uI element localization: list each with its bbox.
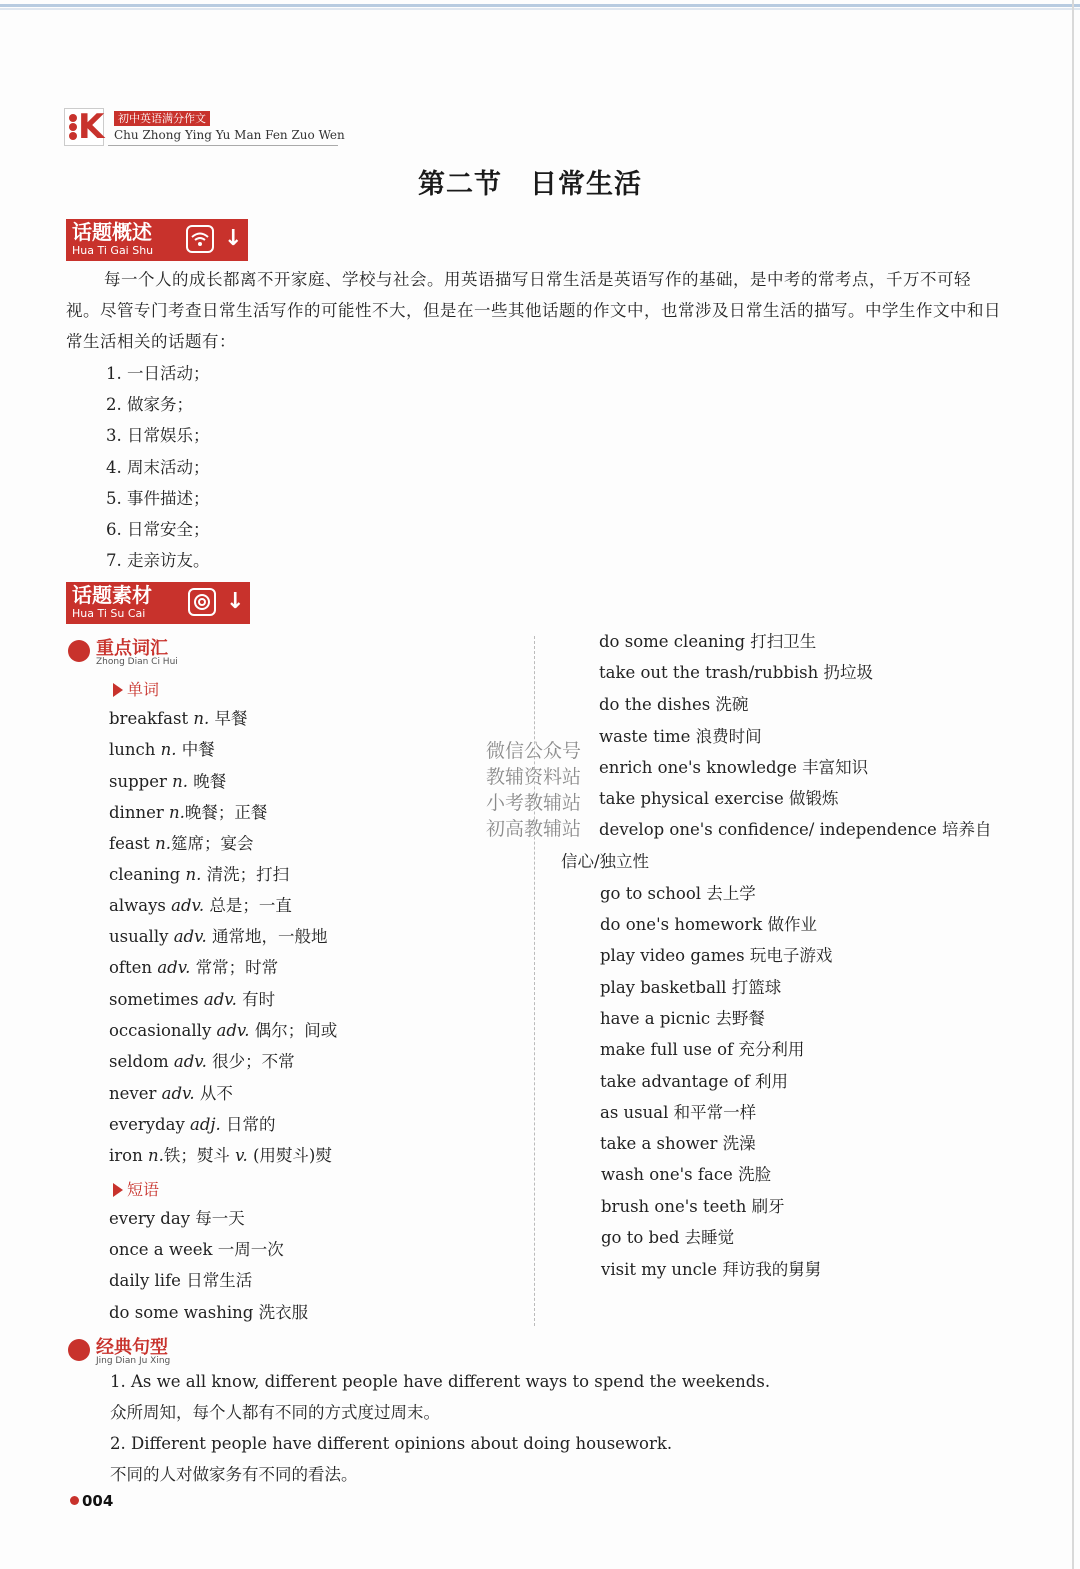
- phrase-entry: do some cleaning 打扫卫生: [599, 632, 817, 651]
- scan-top-edge-shadow: [0, 8, 1080, 10]
- section-number: 第二节: [418, 169, 502, 200]
- series-title-cn: 初中英语满分作文: [114, 111, 210, 126]
- header-rule: [108, 145, 338, 146]
- arrow-down-icon: ↓: [224, 226, 243, 251]
- triangle-icon: [113, 683, 123, 697]
- wifi-icon: [186, 225, 214, 253]
- sentence-en: 1. As we all know, different people have different ways to spend the weekends.: [110, 1372, 771, 1391]
- phrase-entry: as usual 和平常一样: [600, 1103, 757, 1122]
- word-entry: dinner n.晚餐；正餐: [109, 803, 268, 822]
- word-entry: never adv. 从不: [109, 1084, 233, 1103]
- word-entry: feast n.筵席；宴会: [109, 834, 254, 853]
- page-title: [0, 162, 1060, 201]
- gear-icon: [188, 588, 216, 616]
- word-entry: cleaning n. 清洗；打扫: [109, 865, 290, 884]
- materials-banner: [66, 582, 250, 624]
- phrase-entry: brush one's teeth 刷牙: [601, 1197, 785, 1216]
- topic-item: 1. 一日活动；: [106, 364, 210, 383]
- phrase-entry: wash one's face 洗脸: [601, 1165, 772, 1184]
- page-number: 004: [70, 1492, 113, 1510]
- phrase-entry: take advantage of 利用: [600, 1072, 788, 1091]
- phrase-entry: do the dishes 洗碗: [599, 695, 749, 714]
- word-entry: occasionally adv. 偶尔；间或: [109, 1021, 338, 1040]
- word-entry: supper n. 晚餐: [109, 772, 227, 791]
- sentence-en: 2. Different people have different opinions about doing housework.: [110, 1434, 673, 1453]
- word-entry: sometimes adv. 有时: [109, 990, 276, 1009]
- phrase-entry: make full use of 充分利用: [600, 1040, 805, 1059]
- overview-banner: [66, 219, 248, 261]
- phrase-entry: take physical exercise 做锻炼: [599, 789, 839, 808]
- word-entry: often adv. 常常；时常: [109, 958, 279, 977]
- word-entry: always adv. 总是；一直: [109, 896, 292, 915]
- overview-paragraph: 每一个人的成长都离不开家庭、学校与社会。用英语描写日常生活是英语写作的基础，是中考的常考点，千万不可轻视。尽管专门考查日常生活写作的可能性不大，但是在一些其他话题的作文中，也常涉及日常生活的描写。中学生作文中和日常生活相关的话题有：: [66, 270, 1001, 351]
- phrase-entry: take out the trash/rubbish 扔垃圾: [599, 663, 873, 682]
- topic-item: 3. 日常娱乐；: [106, 426, 210, 445]
- phrase-entry: once a week 一周一次: [109, 1240, 284, 1259]
- overview-banner-pinyin: Hua Ti Gai Shu: [72, 244, 154, 257]
- word-entry: breakfast n. 早餐: [109, 709, 248, 728]
- word-entry: usually adv. 通常地，一般地: [109, 927, 328, 946]
- word-entry: iron n.铁；熨斗 v. (用熨斗)熨: [109, 1146, 332, 1165]
- phrase-entry: daily life 日常生活: [109, 1271, 253, 1290]
- phrase-entry: go to school 去上学: [600, 884, 756, 903]
- phrase-entry: develop one's confidence/ independence 培养自: [599, 820, 992, 839]
- words-label: 单词: [113, 677, 159, 700]
- phrase-entry: do one's homework 做作业: [600, 915, 817, 934]
- phrase-entry: waste time 浪费时间: [599, 727, 762, 746]
- phrase-entry: enrich one's knowledge 丰富知识: [599, 758, 869, 777]
- sentence-cn: 不同的人对做家务有不同的看法。: [110, 1465, 358, 1484]
- topic-item: 5. 事件描述；: [106, 489, 210, 508]
- topic-item: 7. 走亲访友。: [106, 551, 210, 570]
- series-title-pinyin: Chu Zhong Ying Yu Man Fen Zuo Wen: [114, 128, 345, 142]
- bullet-dot: [68, 1339, 90, 1361]
- phrase-entry: every day 每一天: [109, 1209, 245, 1228]
- phrase-entry: 信心/独立性: [561, 852, 650, 871]
- sentence-cn: 众所周知，每个人都有不同的方式度过周末。: [110, 1403, 440, 1422]
- phrases-label: 短语: [113, 1177, 159, 1200]
- overview-banner-title: 话题概述: [72, 220, 152, 244]
- topic-item: 6. 日常安全；: [106, 520, 210, 539]
- series-logo: K: [64, 108, 104, 146]
- word-entry: seldom adv. 很少；不常: [109, 1052, 295, 1071]
- arrow-down-icon: ↓: [226, 589, 245, 614]
- scan-top-edge: [0, 4, 1080, 7]
- topic-item: 4. 周末活动；: [106, 458, 210, 477]
- phrase-entry: go to bed 去睡觉: [601, 1228, 735, 1247]
- section-topic: 日常生活: [530, 169, 642, 200]
- phrase-entry: do some washing 洗衣服: [109, 1303, 309, 1322]
- phrase-entry: visit my uncle 拜访我的舅舅: [601, 1260, 822, 1279]
- triangle-icon: [113, 1183, 123, 1197]
- word-entry: everyday adj. 日常的: [109, 1115, 276, 1134]
- phrase-entry: play video games 玩电子游戏: [600, 946, 833, 965]
- scan-right-edge: [1072, 0, 1074, 1569]
- word-entry: lunch n. 中餐: [109, 740, 215, 759]
- topic-item: 2. 做家务；: [106, 395, 193, 414]
- phrase-entry: take a shower 洗澡: [600, 1134, 756, 1153]
- materials-banner-pinyin: Hua Ti Su Cai: [72, 607, 146, 620]
- bullet-dot: [68, 640, 90, 662]
- phrase-entry: have a picnic 去野餐: [600, 1009, 765, 1028]
- phrase-entry: play basketball 打篮球: [600, 978, 782, 997]
- materials-banner-title: 话题素材: [72, 583, 152, 607]
- watermark: 微信公众号 教辅资料站 小考教辅站 初高教辅站: [486, 740, 582, 840]
